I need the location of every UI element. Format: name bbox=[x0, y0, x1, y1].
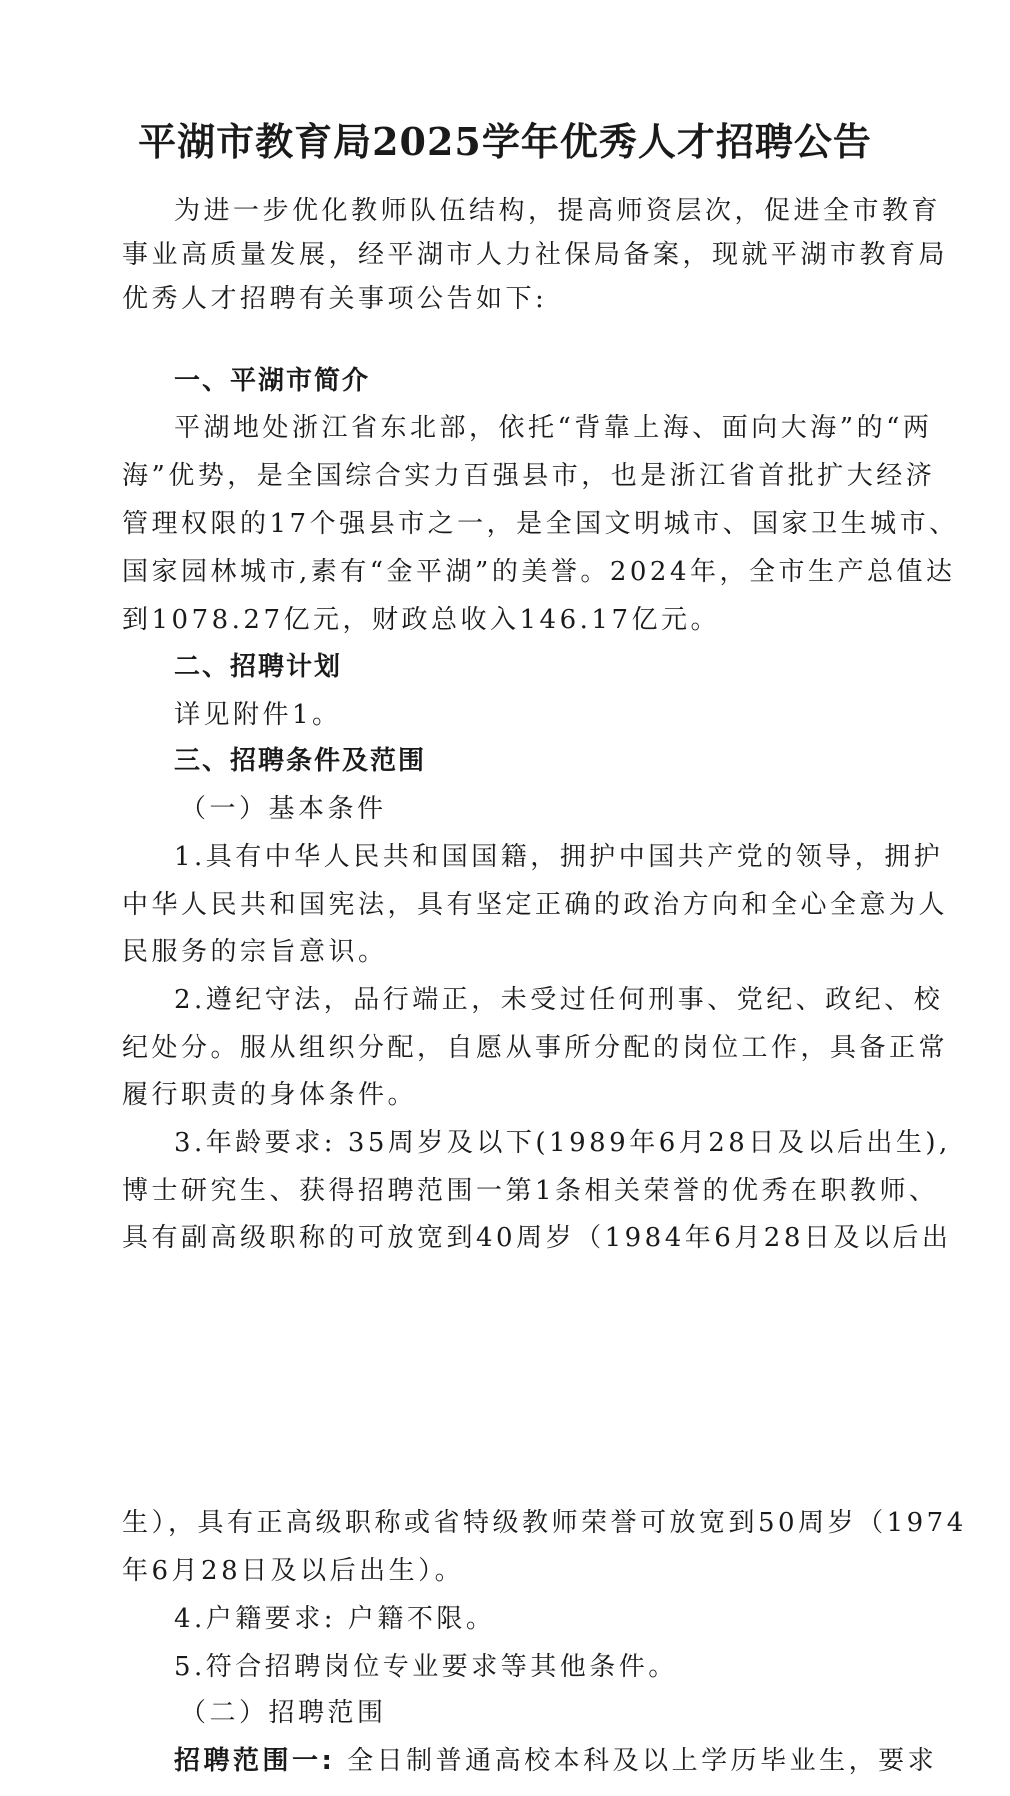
condition-line: 履行职责的身体条件。 bbox=[122, 1080, 418, 1110]
scope-one-text: 全日制普通高校本科及以上学历毕业生，要求 bbox=[335, 1746, 938, 1776]
overview-line: 国家园林城市,素有“金平湖”的美誉。2024年，全市生产总值达 bbox=[122, 557, 956, 587]
intro-line: 为进一步优化教师队伍结构，提高师资层次，促进全市教育 bbox=[174, 196, 942, 226]
condition-line: 生），具有正高级职称或省特级教师荣誉可放宽到50周岁（1974 bbox=[122, 1508, 967, 1538]
scope-one-line bbox=[174, 1742, 938, 1780]
section-heading-conditions: 三、招聘条件及范围 bbox=[174, 746, 427, 776]
condition-line: 中华人民共和国宪法，具有坚定正确的政治方向和全心全意为人 bbox=[122, 890, 949, 920]
condition-line: 年6月28日及以后出生）。 bbox=[122, 1556, 465, 1586]
overview-line: 海”优势，是全国综合实力百强县市，也是浙江省首批扩大经济 bbox=[122, 461, 936, 491]
condition-item-4: 4.户籍要求: 户籍不限。 bbox=[174, 1604, 496, 1634]
condition-line: 3.年龄要求: 35周岁及以下(1989年6月28日及以后出生), bbox=[174, 1128, 951, 1158]
document-title: 平湖市教育局2025学年优秀人才招聘公告 bbox=[138, 119, 872, 164]
subheading-recruit-scope: （二）招聘范围 bbox=[180, 1698, 387, 1728]
overview-line: 平湖地处浙江省东北部，依托“背靠上海、面向大海”的“两 bbox=[174, 413, 933, 443]
overview-line: 管理权限的17个强县市之一，是全国文明城市、国家卫生城市、 bbox=[122, 509, 959, 539]
intro-line: 优秀人才招聘有关事项公告如下: bbox=[122, 284, 548, 314]
intro-line: 事业高质量发展，经平湖市人力社保局备案，现就平湖市教育局 bbox=[122, 240, 949, 270]
condition-line: 1.具有中华人民共和国国籍，拥护中国共产党的领导，拥护 bbox=[174, 842, 944, 872]
condition-line: 2.遵纪守法，品行端正，未受过任何刑事、党纪、政纪、校 bbox=[174, 985, 944, 1015]
plan-line: 详见附件1。 bbox=[174, 700, 342, 730]
subheading-basic-conditions: （一）基本条件 bbox=[180, 794, 387, 824]
condition-line: 具有副高级职称的可放宽到40周岁（1984年6月28日及以后出 bbox=[122, 1223, 952, 1253]
condition-line: 民服务的宗旨意识。 bbox=[122, 937, 388, 967]
condition-line: 纪处分。服从组织分配，自愿从事所分配的岗位工作，具备正常 bbox=[122, 1033, 949, 1063]
section-heading-overview: 一、平湖市简介 bbox=[174, 366, 371, 396]
condition-line: 博士研究生、获得招聘范围一第1条相关荣誉的优秀在职教师、 bbox=[122, 1176, 939, 1206]
overview-line: 到1078.27亿元，财政总收入146.17亿元。 bbox=[122, 605, 720, 635]
scope-one-label: 招聘范围一: bbox=[174, 1746, 336, 1776]
condition-item-5: 5.符合招聘岗位专业要求等其他条件。 bbox=[174, 1652, 678, 1682]
section-heading-plan: 二、招聘计划 bbox=[174, 652, 343, 682]
